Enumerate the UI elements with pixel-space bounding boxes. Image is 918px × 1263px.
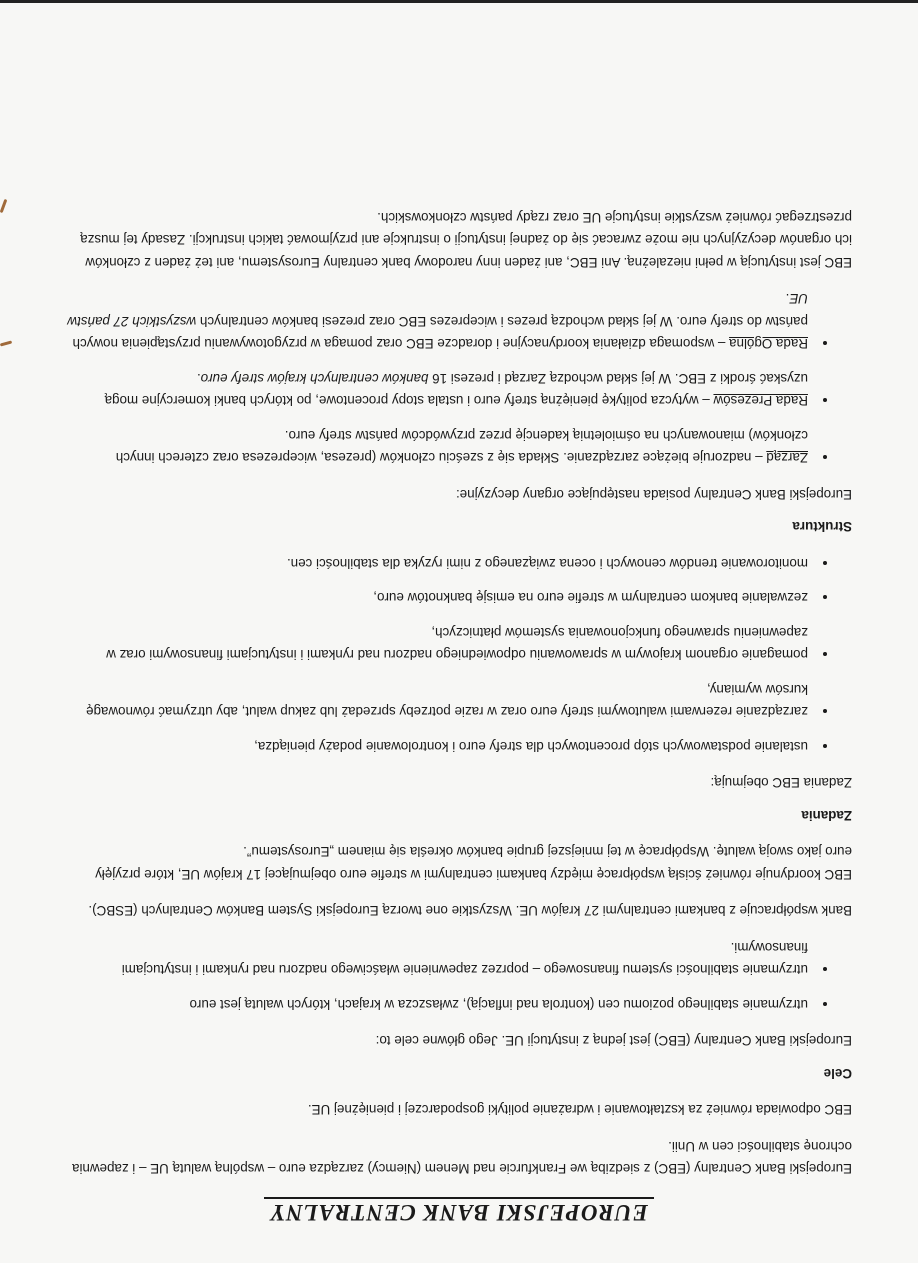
list-item: • ustalanie podstawowych stóp procentowych dla strefy euro i kontrolowanie podaży pieniądza, <box>66 735 812 758</box>
zadania-list <box>66 552 852 758</box>
scan-mark <box>0 340 12 346</box>
title-block <box>66 1198 852 1224</box>
term-zarzad: Zarząd <box>766 450 808 466</box>
list-item-rada-prezesow <box>66 367 812 412</box>
list-item: • utrzymanie stabilnego poziomu cen (kontrola nad inflacją), zwłaszcza w krajach, których walutą jest euro <box>66 993 812 1016</box>
term-rada-ogolna: Rada Ogólna <box>729 336 808 352</box>
struktura-list <box>66 287 852 469</box>
cele-list <box>66 936 852 1016</box>
intro-paragraph-2: EBC odpowiada również za kształtowanie i wdrażanie polityki gospodarczej i pieniężnej UE. <box>307 1102 852 1118</box>
cele-paragraph-esbc: Bank współpracuje z bankami centralnymi 27 krajów UE. Wszystkie one tworzą Europejski System Banków Centralnych (ESBC). <box>88 903 852 919</box>
zarzad-description: – nadzoruje bieżące zarządzanie. Składa się z sześciu członków (prezesa, wiceprezesa oraz czterech innych członków) mianowanych na ośmioletnią kadencję przez przywódców państw strefy euro. <box>115 428 808 466</box>
list-item-zarzad <box>66 424 812 469</box>
page-edge-line <box>0 0 918 3</box>
list-item-rada-ogolna <box>66 287 812 355</box>
list-item: • monitorowanie trendów cenowych i ocena związanego z nimi ryzyka dla stabilności cen. <box>66 552 812 575</box>
zadania-lead: Zadania EBC obejmują: <box>710 775 852 791</box>
struktura-closing: EBC jest instytucją w pełni niezależną. Ani EBC, ani żaden inny narodowy bank centralny Eurosystemu, ani też żaden z członków ich organów decyzyjnych nie może zwracać się do żadnej instytucji o instrukcje ani przyjmować takich instrukcji. Zasady tej muszą przestrzegać również wszystkie instytucje UE oraz rządy państw członkowskich. <box>80 210 852 270</box>
intro-paragraph-1: Europejski Bank Centralny (EBC) z siedzibą we Frankfurcie nad Menem (Niemcy) zarządza euro – wspólną walutą UE – i zapewnia ochronę stabilności cen w Unii. <box>72 1139 852 1177</box>
list-item: • utrzymanie stabilności systemu finansowego – poprzez zapewnienie właściwego nadzoru nad rynkami i instytucjami finansowymi. <box>66 936 812 981</box>
rada-ogolna-end: . <box>785 291 790 307</box>
document-title: EUROPEJSKI BANK CENTRALNY <box>264 1198 654 1224</box>
term-rada-prezesow: Rada Prezesów <box>713 393 808 409</box>
scan-mark <box>0 199 7 213</box>
rada-ogolna-description: – wspomaga działania koordynacyjne i doradcze EBC oraz pomaga w przygotowywaniu przystąpienia nowych państw do strefy euro. W jej skład wchodzą prezes i wiceprezes EBC oraz prezesi banków centralnych <box>72 314 808 352</box>
cele-paragraph-eurosystem: EBC koordynuje również ścisłą współpracę między bankami centralnymi w strefie euro obejmującej 17 krajów UE, które przyjęły euro jako swoją walutę. Współpracę w tej mniejszej grupie banków określa się mianem „Eurosystemu”. <box>95 844 852 882</box>
rada-prezesow-description: – wytycza politykę pieniężną strefy euro i ustala stopy procentowe, po których banki komercyjne mogą uzyskać środki z EBC. W jej skład wchodzą Zarząd i prezesi 16 <box>104 371 808 409</box>
list-item: • zarządzanie rezerwami walutowymi strefy euro oraz w razie potrzeby sprzedaż lub zakup walut, aby utrzymać równowagę kursów wymiany, <box>66 678 812 723</box>
cele-lead: Europejski Bank Centralny (EBC) jest jedną z instytucji UE. Jego główne cele to: <box>375 1033 852 1049</box>
section-heading-struktura: Struktura <box>792 519 852 535</box>
struktura-lead: Europejski Bank Centralny posiada następujące organy decyzyjne: <box>455 487 852 502</box>
section-heading-cele: Cele <box>823 1066 852 1081</box>
list-item: • zezwalanie bankom centralnym w strefie euro na emisję banknotów euro, <box>66 586 812 609</box>
list-item: • pomaganie organom krajowym w sprawowaniu odpowiedniego nadzoru nad rynkami i instytucjami finansowymi oraz w zapewnieniu sprawnego funkcjonowania systemów płatniczych, <box>66 621 812 666</box>
rada-ogolna-italic: wszystkich 27 państw UE <box>67 291 808 329</box>
document-body <box>66 192 852 1224</box>
rada-prezesow-italic: banków centralnych krajów strefy euro <box>200 371 429 386</box>
section-heading-zadania: Zadania <box>801 808 852 823</box>
rada-prezesow-end: . <box>196 371 201 386</box>
